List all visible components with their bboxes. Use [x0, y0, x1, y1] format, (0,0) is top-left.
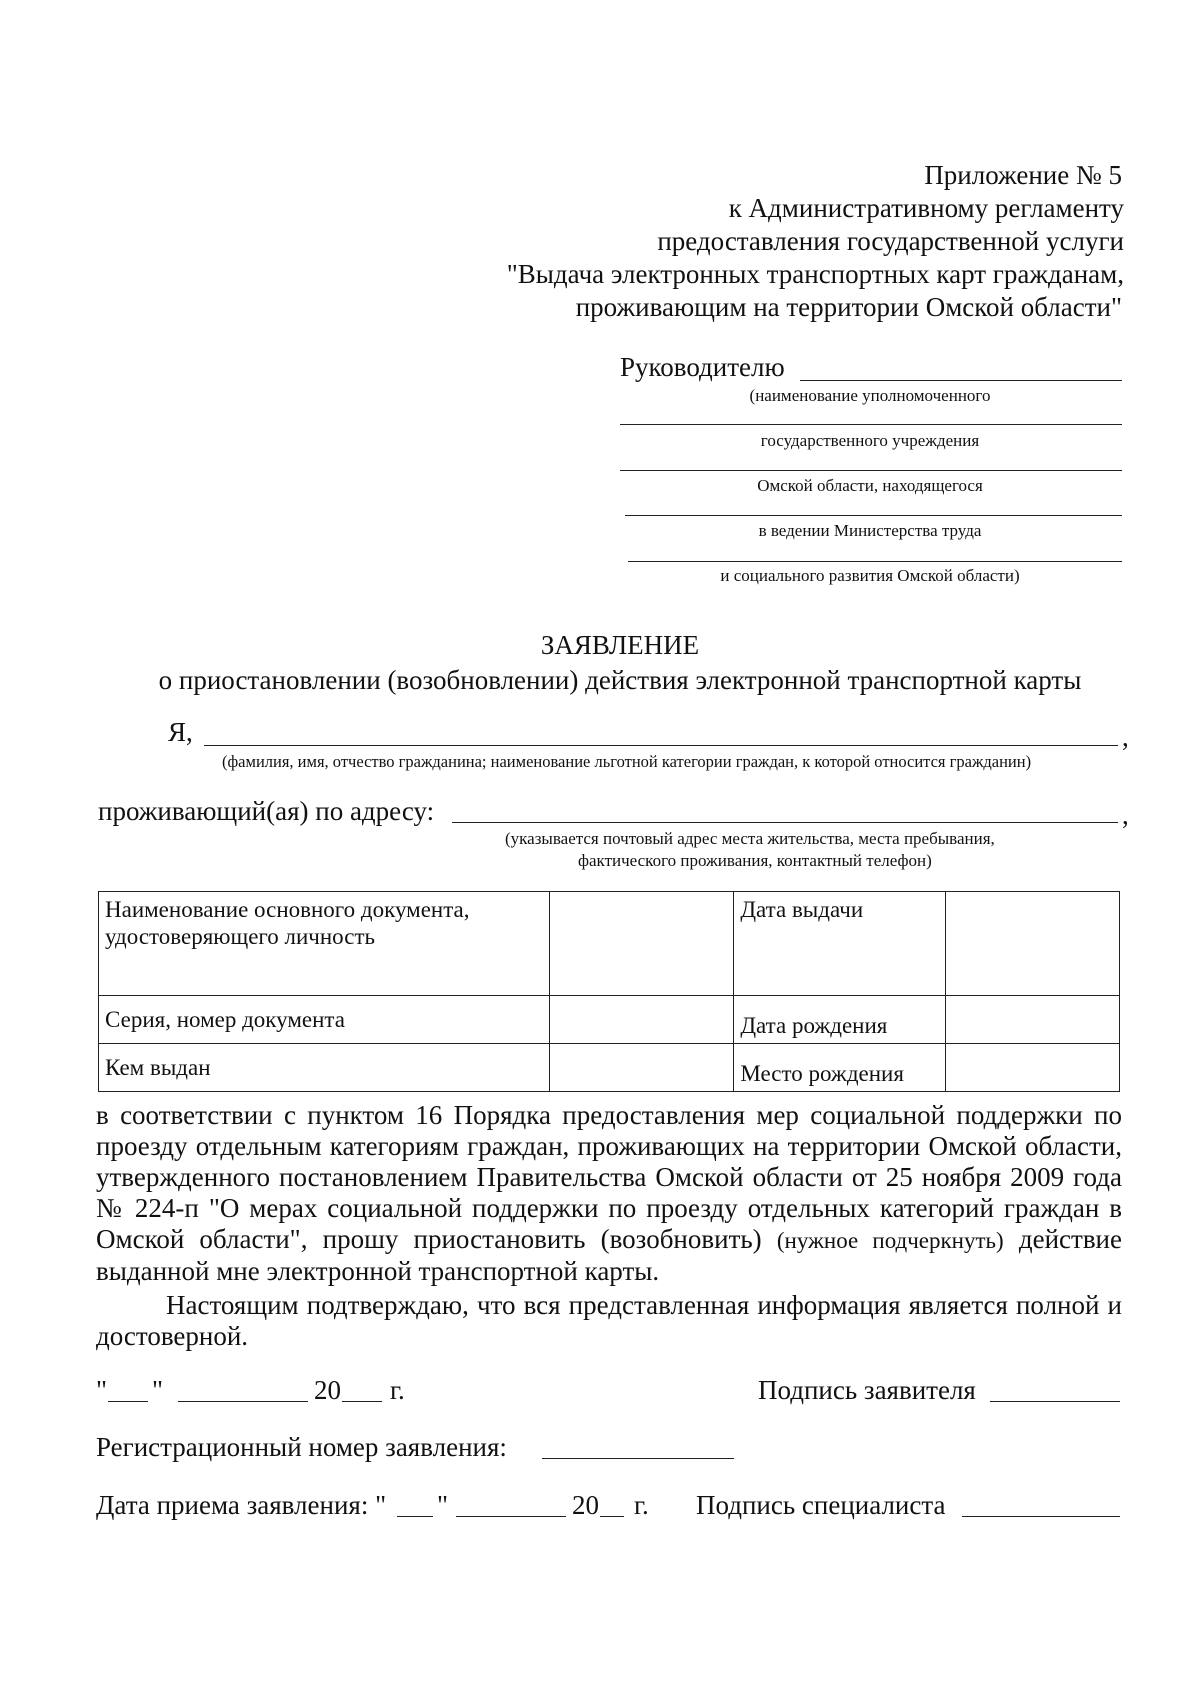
body-paragraph-2: Настоящим подтверждаю, что вся представленная информация является полной и достоверной. — [96, 1290, 1122, 1351]
registration-number-field[interactable] — [542, 1458, 734, 1459]
addressee-hint-4: в ведении Министерства труда — [758, 521, 982, 540]
appendix-line-3: предоставления государственной услуги — [657, 226, 1124, 256]
table-cell-label: Дата рождения — [734, 996, 946, 1044]
address-hint-1: (указывается почтовый адрес места жительства, места пребывания, — [505, 829, 995, 848]
document-title: ЗАЯВЛЕНИЕ — [540, 630, 700, 660]
receipt-year-suffix: г. — [634, 1490, 649, 1520]
addressee-line-4[interactable] — [625, 515, 1122, 516]
addressee-hint-2: государственного учреждения — [760, 431, 980, 450]
body-paragraph-1 — [96, 1100, 1122, 1287]
addressee-line-3[interactable] — [620, 470, 1122, 471]
table-cell-value[interactable] — [549, 892, 734, 996]
address-field[interactable] — [452, 822, 1118, 823]
date-day-field[interactable] — [108, 1401, 148, 1402]
table-row — [99, 892, 1120, 996]
address-comma: , — [1122, 800, 1129, 830]
addressee-hint-5: и социального развития Омской области) — [720, 566, 1020, 585]
body-main-text: в соответствии с пунктом 16 Порядка предоставления мер социальной поддержки по проезду отдельным категориям граждан, проживающих на территории Омской области, утвержденного постановлением Правительства Омской области от 25 ноября 2009 года № 224-п "О мерах социальной поддержки по проезду отдельных категорий граждан в Омской области", прошу приостановить (возобновить) — [96, 1100, 1122, 1254]
table-cell-value[interactable] — [946, 892, 1120, 996]
appendix-line-5: проживающим на территории Омской области" — [575, 292, 1122, 322]
table-cell-label: Кем выдан — [99, 1044, 550, 1092]
appendix-line-1: Приложение № 5 — [924, 160, 1122, 190]
applicant-name-field[interactable] — [204, 745, 1118, 746]
date-month-field[interactable] — [178, 1401, 308, 1402]
specialist-signature-field[interactable] — [962, 1516, 1120, 1517]
receipt-close-quote: " — [437, 1490, 449, 1520]
applicant-prefix: Я, — [168, 717, 193, 747]
date-year-prefix: 20 — [314, 1375, 341, 1405]
receipt-date-label: Дата приема заявления: " — [96, 1490, 387, 1520]
address-hint-2: фактического проживания, контактный телефон) — [578, 851, 932, 870]
applicant-comma: , — [1122, 722, 1129, 752]
appendix-line-4: "Выдача электронных транспортных карт гражданам, — [506, 259, 1124, 289]
applicant-signature-field[interactable] — [990, 1401, 1120, 1402]
table-cell-label: Серия, номер документа — [99, 996, 550, 1044]
document-subtitle: о приостановлении (возобновлении) действия электронной транспортной карты — [158, 665, 1082, 695]
applicant-hint: (фамилия, имя, отчество гражданина; наименование льготной категории граждан, к которой относится гражданин) — [222, 752, 1032, 771]
date-year-field[interactable] — [342, 1401, 382, 1402]
table-row — [99, 1044, 1120, 1092]
addressee-hint-3: Омской области, находящегося — [757, 476, 983, 495]
appendix-line-2: к Административному регламенту — [728, 193, 1124, 223]
table-row — [99, 996, 1120, 1044]
receipt-year-field[interactable] — [600, 1516, 624, 1517]
table-cell-label: Дата выдачи — [734, 892, 946, 996]
table-cell-value[interactable] — [549, 996, 734, 1044]
date-close-quote: " — [152, 1375, 164, 1405]
table-cell-value[interactable] — [549, 1044, 734, 1092]
body-note-text: (нужное подчеркнуть) — [776, 1228, 1004, 1253]
addressee-line-1[interactable] — [800, 380, 1122, 381]
addressee-hint-1: (наименование уполномоченного — [749, 386, 991, 405]
addressee-line-5[interactable] — [628, 561, 1122, 562]
receipt-day-field[interactable] — [397, 1516, 433, 1517]
applicant-signature-label: Подпись заявителя — [758, 1375, 976, 1405]
receipt-month-field[interactable] — [456, 1516, 566, 1517]
table-cell-label: Место рождения — [734, 1044, 946, 1092]
identity-document-table — [98, 891, 1120, 1092]
table-cell-value[interactable] — [946, 996, 1120, 1044]
addressee-line-2[interactable] — [620, 424, 1122, 425]
registration-number-label: Регистрационный номер заявления: — [96, 1432, 507, 1462]
specialist-signature-label: Подпись специалиста — [696, 1490, 946, 1520]
table-cell-label: Наименование основного документа, удостоверяющего личность — [99, 892, 550, 996]
date-year-suffix: г. — [390, 1375, 405, 1405]
receipt-year-prefix: 20 — [572, 1490, 599, 1520]
addressee-label: Руководителю — [620, 352, 785, 382]
date-open-quote: " — [96, 1375, 108, 1405]
address-label: проживающий(ая) по адресу: — [98, 796, 435, 826]
body-tail-text: действие выданной мне электронной транспортной карты. — [96, 1224, 1122, 1286]
table-cell-value[interactable] — [946, 1044, 1120, 1092]
